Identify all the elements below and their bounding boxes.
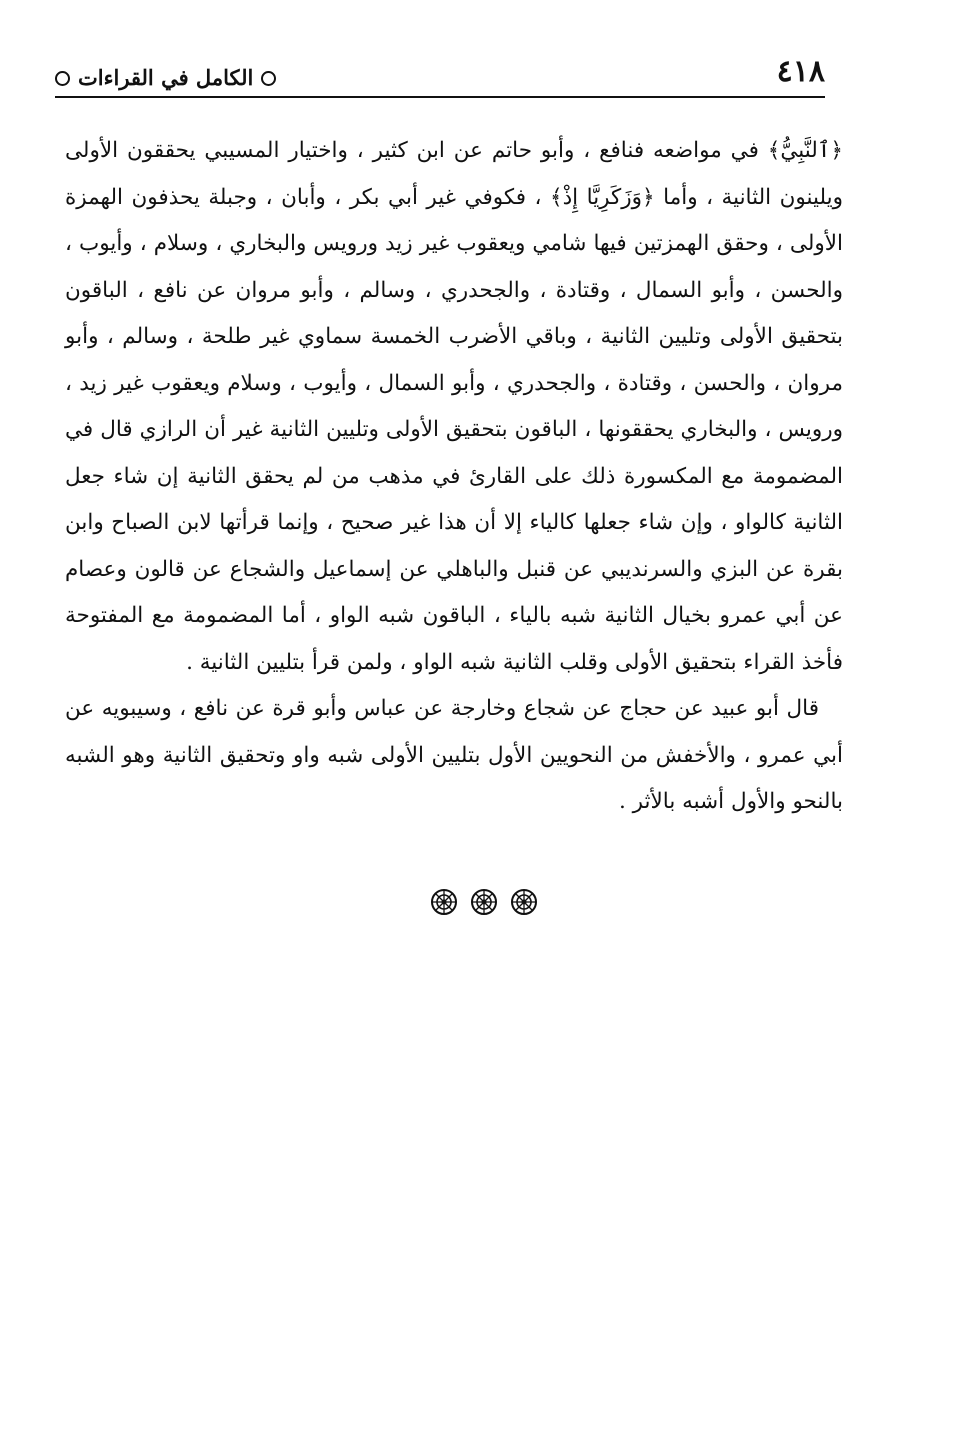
page-header <box>55 52 825 98</box>
circle-ornament-icon <box>55 71 70 86</box>
rosette-ornament-icon <box>430 888 458 916</box>
main-text <box>65 128 843 826</box>
rosette-ornament-icon <box>510 888 538 916</box>
section-end-ornaments <box>0 888 968 916</box>
paragraph-1: ﴿ٱلنَّبِيُّ﴾ في مواضعه فنافع ، وأبو حاتم عن ابن كثير ، واختيار المسيبي يحققون الأولى ويلينون الثانية ، وأما ﴿وَزَكَرِيَّا إِذْ﴾ ، فكوفي غير أبي بكر ، وأبان ، وجبلة يحذفون الهمزة الأولى ، وحقق الهمزتين فيها شامي ويعقوب غير زيد ورويس والبخاري ، وسلام ، وأيوب ، والحسن ، وأبو السمال ، وقتادة ، والجحدري ، وسالم ، وأبو مروان عن نافع ، الباقون بتحقيق الأولى وتليين الثانية ، وباقي الأضرب الخمسة سماوي غير طلحة ، وسالم ، وأبو مروان ، والحسن ، وقتادة ، والجحدري ، وأبو السمال ، وأيوب ، وسلام ويعقوب غير زيد ، ورويس ، والبخاري يحققونها ، الباقون بتحقيق الأولى وتليين الثانية غير أن الرازي قال في المضمومة مع المكسورة ذلك على القارئ في مذهب من لم يحقق الثانية إن شاء جعل الثانية كالواو ، وإن شاء جعلها كالياء إلا أن هذا غير صحيح ، وإنما قرأتها لابن الصباح وابن بقرة عن البزي والسرنديبي عن قنبل والباهلي عن إسماعيل والشجاع عن قالون وعصام عن أبي عمرو بخيال الثانية شبه بالياء ، الباقون شبه الواو ، أما المضمومة مع المفتوحة فأخذ القراء بتحقيق الأولى وقلب الثانية شبه الواو ، ولمن قرأ بتليين الثانية . <box>65 138 843 675</box>
circle-ornament-icon <box>261 71 276 86</box>
header-rule <box>55 96 825 98</box>
page-number: ٤١٨ <box>776 54 825 89</box>
running-title <box>55 66 276 90</box>
rosette-ornament-icon <box>470 888 498 916</box>
book-title: الكامل في القراءات <box>78 65 254 90</box>
paragraph-2: قال أبو عبيد عن حجاج عن شجاع وخارجة عن عباس وأبو قرة عن نافع ، وسيبويه عن أبي عمرو ، والأخفش من النحويين الأول بتليين الأولى شبه واو وتحقيق الثانية وهو الشبه بالنحو والأول أشبه بالأثر . <box>65 696 843 814</box>
